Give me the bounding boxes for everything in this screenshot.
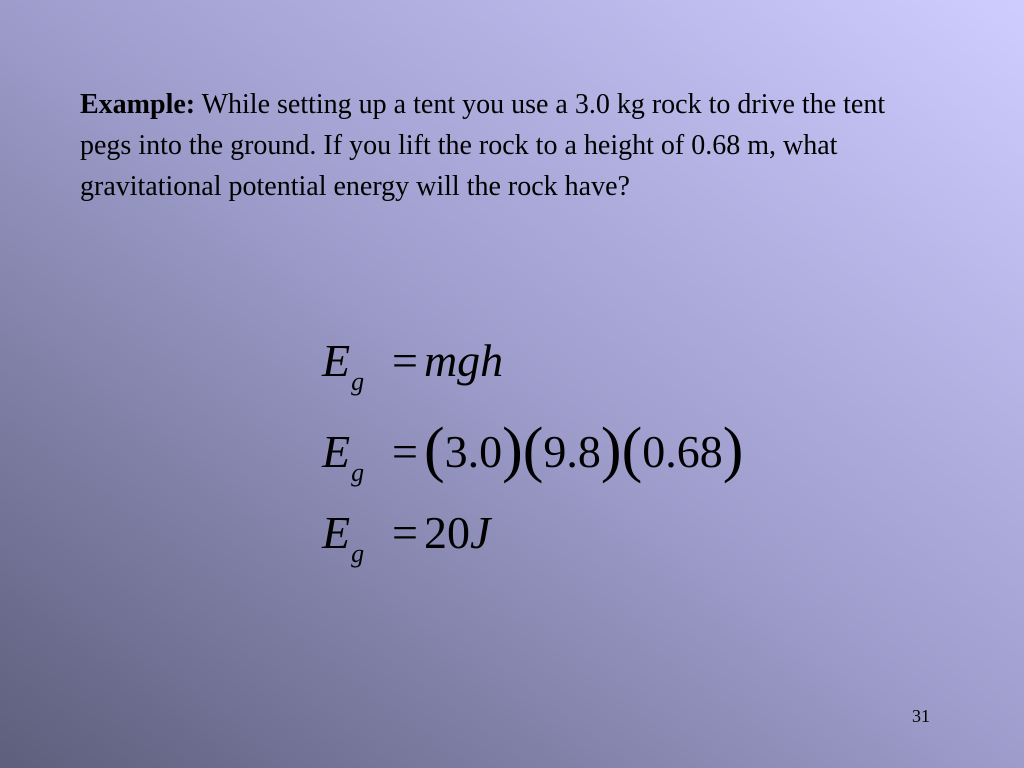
open-paren: ( <box>423 416 445 484</box>
energy-subscript: g <box>351 367 365 396</box>
equation-formula <box>322 318 822 404</box>
equation-lhs <box>322 318 388 411</box>
problem-text: While setting up a tent you use a 3.0 kg rock to drive the tent pegs into the ground. If you lift the rock to a height of 0.68 m, what gravitational potential energy will the rock have? <box>80 89 886 202</box>
result-value: 20 <box>423 507 470 558</box>
equation-lhs <box>322 409 388 502</box>
energy-symbol: E <box>322 335 351 386</box>
formula-rhs: mgh <box>423 335 504 386</box>
equals-sign: = <box>392 507 418 558</box>
open-paren: ( <box>522 416 544 484</box>
equals-sign: = <box>392 335 418 386</box>
gravity-value: 9.8 <box>543 426 601 477</box>
energy-symbol: E <box>322 507 351 558</box>
problem-statement <box>80 84 930 207</box>
energy-symbol: E <box>322 426 351 477</box>
close-paren: ) <box>600 416 622 484</box>
equation-block <box>322 318 822 576</box>
open-paren: ( <box>621 416 643 484</box>
result-unit: J <box>469 507 491 558</box>
height-value: 0.68 <box>642 426 723 477</box>
close-paren: ) <box>502 416 523 484</box>
example-label: Example: <box>80 89 196 120</box>
equation-substitution <box>322 404 822 490</box>
equation-result <box>322 490 822 576</box>
mass-value: 3.0 <box>444 426 503 477</box>
close-paren: ) <box>722 416 744 484</box>
energy-subscript: g <box>351 458 365 487</box>
page-number: 31 <box>912 706 930 726</box>
equation-lhs <box>322 490 388 583</box>
energy-subscript: g <box>351 539 365 568</box>
equals-sign: = <box>392 426 418 477</box>
